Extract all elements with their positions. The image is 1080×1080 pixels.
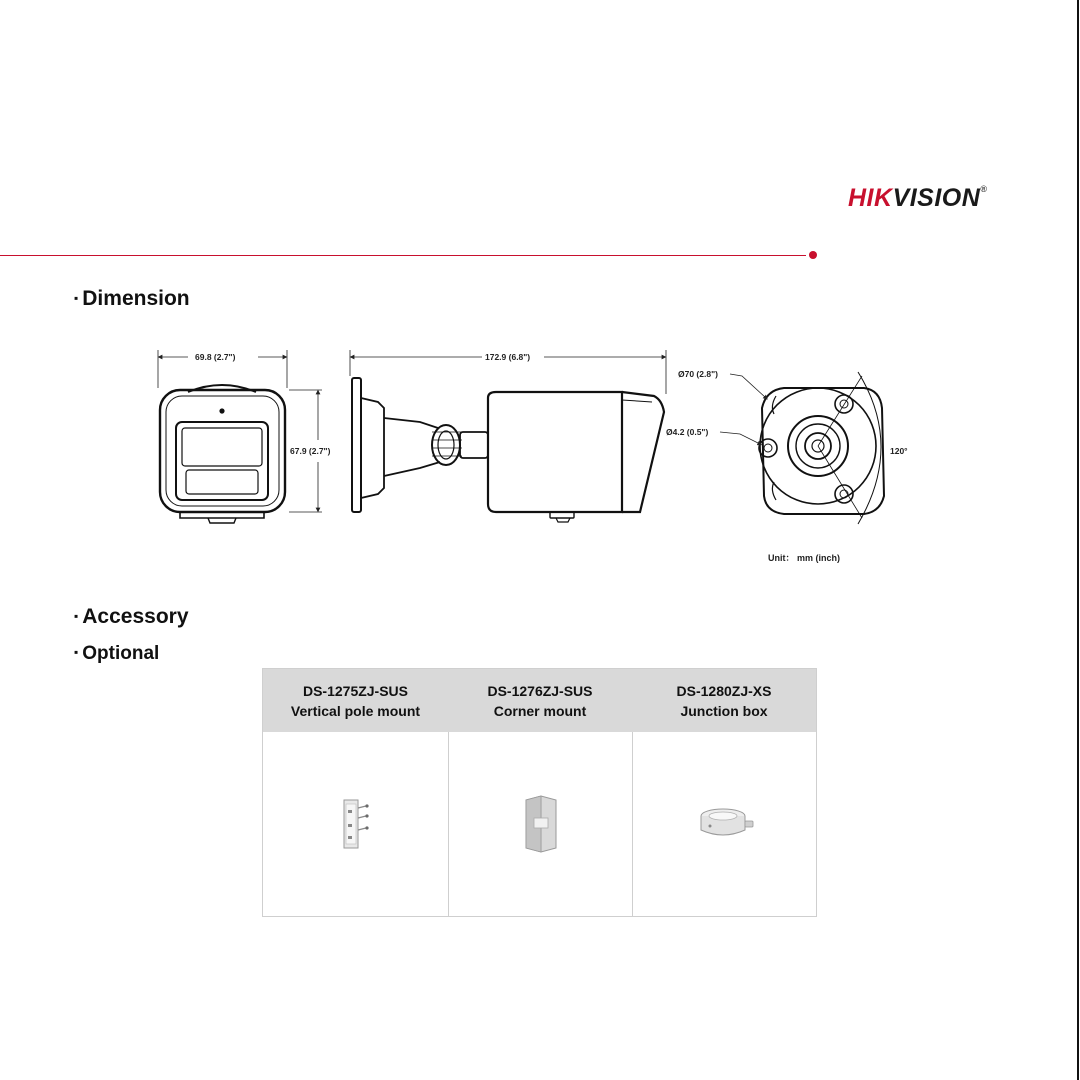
accessory-name: Vertical pole mount	[290, 702, 421, 719]
base-view-drawing	[759, 372, 884, 524]
logo-red-part: HIK	[848, 184, 893, 212]
accessory-model: DS-1280ZJ-XS	[676, 682, 772, 699]
optional-heading: ▪ Optional	[74, 643, 160, 664]
accessory-heading: ▪ Accessory	[74, 605, 189, 628]
dimension-drawing	[0, 330, 960, 570]
accessory-table	[262, 668, 817, 917]
accessory-header-3	[632, 669, 816, 732]
hole-diameter-label: Ø4.2 (0.5")	[666, 427, 709, 437]
hole-angle-label: 120°	[890, 446, 908, 456]
hikvision-logo	[848, 184, 987, 213]
dimension-heading: ▪ Dimension	[74, 287, 190, 310]
corner-mount-icon	[516, 792, 566, 856]
side-view-drawing	[352, 378, 664, 522]
unit-note: Unit： mm (inch)	[768, 553, 840, 563]
header-rule-dot	[809, 251, 817, 259]
accessory-model: DS-1275ZJ-SUS	[302, 682, 409, 699]
front-view-drawing	[160, 385, 285, 523]
accessory-header-1	[263, 669, 448, 732]
pole-mount-icon	[336, 794, 376, 854]
side-length-label: 172.9 (6.8")	[485, 352, 531, 362]
accessory-image-cell-3	[632, 732, 816, 916]
header-rule	[0, 255, 806, 256]
accessory-name: Junction box	[680, 702, 768, 719]
page-edge-line	[1077, 0, 1079, 1080]
accessory-image-cell-1	[263, 732, 448, 916]
registered-mark: ®	[980, 184, 988, 194]
logo-dark-part: VISION	[892, 184, 981, 212]
front-width-label: 69.8 (2.7")	[195, 352, 236, 362]
accessory-model: DS-1276ZJ-SUS	[487, 682, 593, 699]
accessory-header-2	[448, 669, 632, 732]
base-diameter-label: Ø70 (2.8")	[678, 369, 718, 379]
junction-box-icon	[690, 804, 760, 844]
front-height-label: 67.9 (2.7")	[290, 446, 331, 456]
accessory-name: Corner mount	[493, 702, 587, 719]
accessory-image-cell-2	[448, 732, 632, 916]
